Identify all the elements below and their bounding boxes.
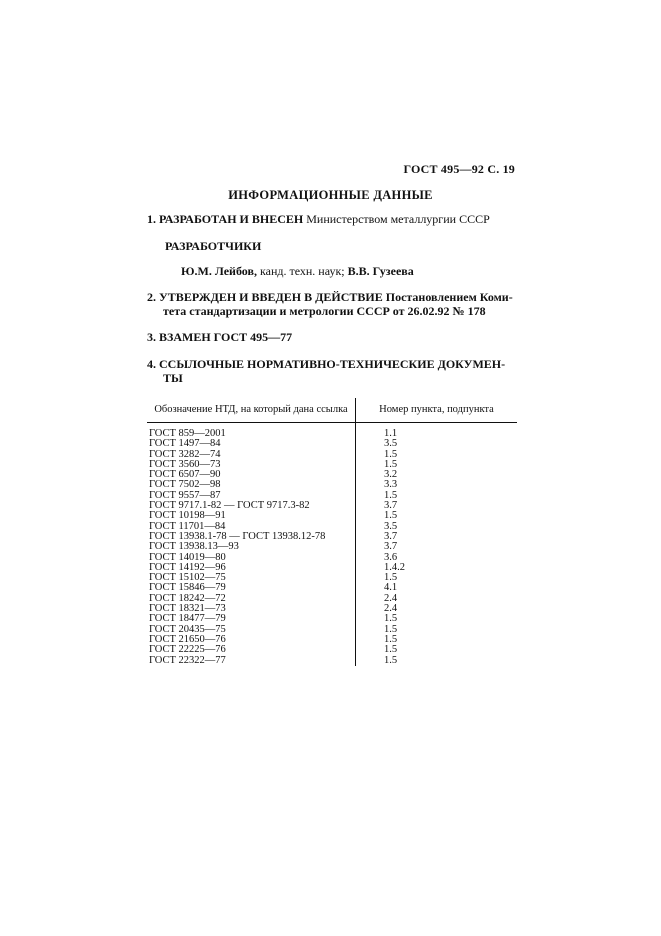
cell-clause: 1.5 xyxy=(384,572,398,584)
cell-clause: 1.5 xyxy=(384,633,398,645)
cell-clause: 3.5 xyxy=(384,520,398,532)
table-body xyxy=(147,423,517,666)
developer-1-degree: канд. техн. наук; xyxy=(256,264,348,278)
cell-designation: ГОСТ 15102—75 xyxy=(147,573,356,583)
cell-clause: 4.1 xyxy=(384,582,398,594)
item-2-number: 2. xyxy=(147,290,156,304)
cell-designation: ГОСТ 13938.13—93 xyxy=(147,542,356,552)
cell-clause: 1.1 xyxy=(384,428,398,439)
item-2-text-line1: Постановлением Коми- xyxy=(382,290,513,304)
cell-clause: 2.4 xyxy=(384,592,398,604)
item-1-number: 1. xyxy=(147,212,156,226)
cell-clause: 1.5 xyxy=(384,448,398,460)
cell-clause: 1.5 xyxy=(384,623,398,635)
item-3-bold: ВЗАМЕН ГОСТ 495—77 xyxy=(159,330,293,344)
table-header-designation: Обозначение НТД, на который дана ссылка xyxy=(147,398,356,423)
item-1-text: Министерством металлургии СССР xyxy=(303,212,490,226)
developers-title: РАЗРАБОТЧИКИ xyxy=(165,239,262,253)
cell-designation: ГОСТ 9717.1-82 — ГОСТ 9717.3-82 xyxy=(147,501,356,511)
cell-designation: ГОСТ 6507—90 xyxy=(147,470,356,480)
page-header: ГОСТ 495—92 С. 19 xyxy=(403,162,515,176)
cell-clause: 1.4.2 xyxy=(384,561,405,573)
cell-clause: 3.7 xyxy=(384,500,398,512)
item-3 xyxy=(147,330,517,344)
cell-clause: 3.3 xyxy=(384,479,398,491)
cell-designation: ГОСТ 18321—73 xyxy=(147,604,356,614)
cell-designation: ГОСТ 3282—74 xyxy=(147,450,356,460)
cell-clause: 1.5 xyxy=(384,458,398,470)
item-4-number: 4. xyxy=(147,357,156,371)
table-header-clause: Номер пункта, подпункта xyxy=(356,398,518,423)
item-2-text-line2: тета стандартизации и метрологии СССР от 26.02.92 № 178 xyxy=(163,304,486,318)
item-4-bold-line2: ТЫ xyxy=(163,371,183,385)
cell-clause: 2.4 xyxy=(384,603,398,615)
item-1 xyxy=(147,212,517,226)
cell-clause: 1.5 xyxy=(384,654,398,666)
document-title: ИНФОРМАЦИОННЫЕ ДАННЫЕ xyxy=(228,188,433,202)
cell-designation: ГОСТ 11701—84 xyxy=(147,522,356,532)
item-2 xyxy=(147,290,517,318)
cell-clause: 1.5 xyxy=(384,489,398,501)
table-row xyxy=(147,656,517,666)
cell-designation: ГОСТ 18242—72 xyxy=(147,594,356,604)
cell-clause: 3.2 xyxy=(384,469,398,481)
cell-clause: 1.5 xyxy=(384,613,398,625)
cell-clause: 3.7 xyxy=(384,530,398,542)
cell-designation: ГОСТ 3560—73 xyxy=(147,460,356,470)
references-table xyxy=(147,398,517,666)
item-1-bold: РАЗРАБОТАН И ВНЕСЕН xyxy=(159,212,304,226)
cell-designation: ГОСТ 21650—76 xyxy=(147,635,356,645)
cell-designation: ГОСТ 9557—87 xyxy=(147,491,356,501)
cell-designation: ГОСТ 20435—75 xyxy=(147,625,356,635)
cell-clause: 3.7 xyxy=(384,541,398,553)
cell-designation: ГОСТ 22322—77 xyxy=(147,656,356,666)
table-row xyxy=(147,645,517,655)
table-header-row xyxy=(147,398,517,423)
cell-designation: ГОСТ 18477—79 xyxy=(147,614,356,624)
cell-clause: 3.6 xyxy=(384,551,398,563)
item-3-number: 3. xyxy=(147,330,156,344)
cell-designation: ГОСТ 22225—76 xyxy=(147,645,356,655)
cell-designation: ГОСТ 7502—98 xyxy=(147,480,356,490)
item-4-bold-line1: ССЫЛОЧНЫЕ НОРМАТИВНО-ТЕХНИЧЕСКИЕ ДОКУМЕН- xyxy=(159,357,506,371)
developers-line xyxy=(181,264,414,279)
item-2-bold: УТВЕРЖДЕН И ВВЕДЕН В ДЕЙСТВИЕ xyxy=(159,290,383,304)
cell-designation: ГОСТ 13938.1-78 — ГОСТ 13938.12-78 xyxy=(147,532,356,542)
cell-clause: 1.5 xyxy=(384,644,398,656)
cell-designation: ГОСТ 14192—96 xyxy=(147,563,356,573)
cell-clause: 1.5 xyxy=(384,510,398,522)
cell-clause: 3.5 xyxy=(384,438,398,450)
cell-designation: ГОСТ 1497—84 xyxy=(147,439,356,449)
developer-2: В.В. Гузеева xyxy=(347,264,414,278)
cell-designation: ГОСТ 14019—80 xyxy=(147,553,356,563)
cell-designation: ГОСТ 15846—79 xyxy=(147,583,356,593)
item-4 xyxy=(147,357,517,385)
cell-designation: ГОСТ 10198—91 xyxy=(147,511,356,521)
cell-designation: ГОСТ 859—2001 xyxy=(147,429,356,439)
developer-1: Ю.М. Лейбов, xyxy=(181,264,257,278)
